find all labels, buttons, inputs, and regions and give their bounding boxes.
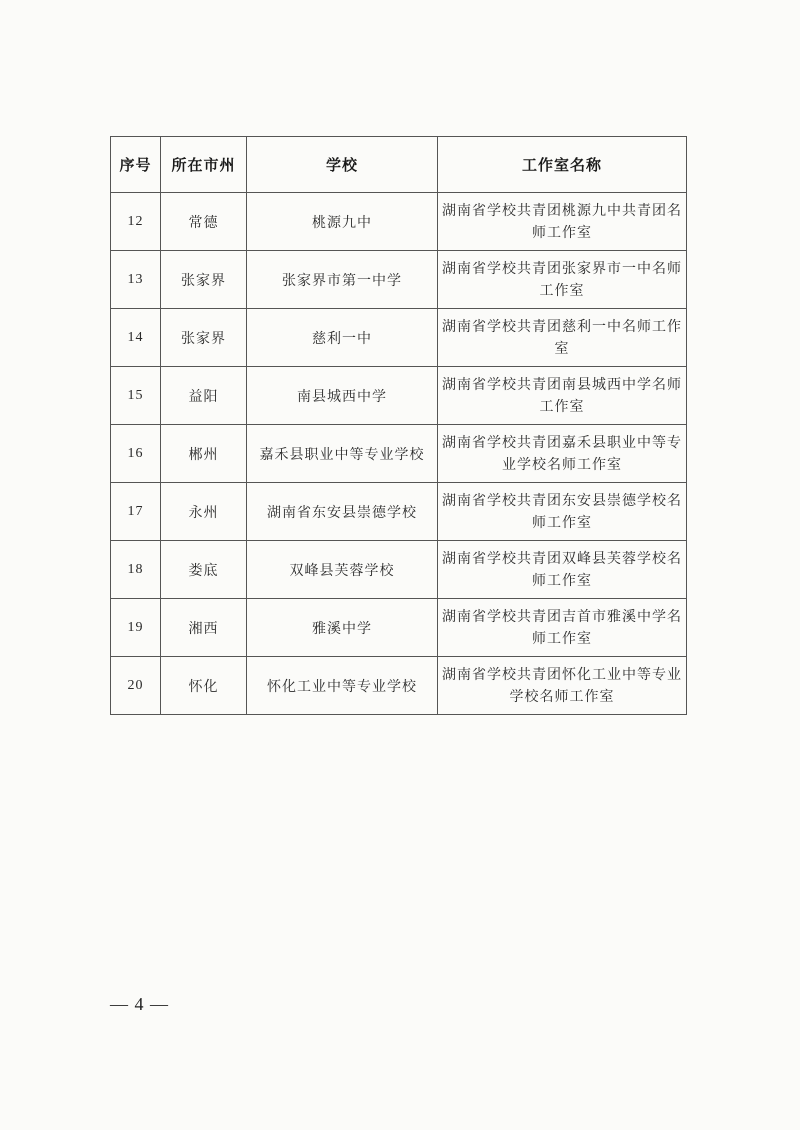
header-school: 学校 [247,137,438,193]
row-studio: 湖南省学校共青团双峰县芙蓉学校名师工作室 [438,541,687,599]
table-row [111,367,687,425]
row-school: 南县城西中学 [247,367,438,425]
row-school: 张家界市第一中学 [247,251,438,309]
row-city: 郴州 [161,425,247,483]
row-studio: 湖南省学校共青团吉首市雅溪中学名师工作室 [438,599,687,657]
row-city: 张家界 [161,251,247,309]
row-studio: 湖南省学校共青团慈利一中名师工作室 [438,309,687,367]
row-num: 17 [111,483,161,541]
row-city: 娄底 [161,541,247,599]
row-num: 20 [111,657,161,715]
table-row [111,251,687,309]
row-num: 14 [111,309,161,367]
row-studio: 湖南省学校共青团南县城西中学名师工作室 [438,367,687,425]
row-school: 湖南省东安县崇德学校 [247,483,438,541]
row-school: 嘉禾县职业中等专业学校 [247,425,438,483]
header-num: 序号 [111,137,161,193]
table-row [111,541,687,599]
row-num: 12 [111,193,161,251]
table-row [111,483,687,541]
table-row [111,309,687,367]
row-city: 常德 [161,193,247,251]
row-num: 19 [111,599,161,657]
table-row [111,599,687,657]
table-row [111,657,687,715]
header-studio: 工作室名称 [438,137,687,193]
row-num: 16 [111,425,161,483]
row-city: 张家界 [161,309,247,367]
row-studio: 湖南省学校共青团东安县崇德学校名师工作室 [438,483,687,541]
table-row [111,425,687,483]
row-school: 双峰县芙蓉学校 [247,541,438,599]
row-school: 怀化工业中等专业学校 [247,657,438,715]
studio-list-table [110,136,687,715]
table-row [111,193,687,251]
row-school: 雅溪中学 [247,599,438,657]
row-studio: 湖南省学校共青团嘉禾县职业中等专业学校名师工作室 [438,425,687,483]
row-studio: 湖南省学校共青团张家界市一中名师工作室 [438,251,687,309]
row-city: 益阳 [161,367,247,425]
row-num: 13 [111,251,161,309]
row-num: 15 [111,367,161,425]
row-city: 永州 [161,483,247,541]
row-studio: 湖南省学校共青团桃源九中共青团名师工作室 [438,193,687,251]
row-city: 怀化 [161,657,247,715]
page-number: — 4 — [110,994,169,1014]
row-num: 18 [111,541,161,599]
row-studio: 湖南省学校共青团怀化工业中等专业学校名师工作室 [438,657,687,715]
row-city: 湘西 [161,599,247,657]
row-school: 桃源九中 [247,193,438,251]
table-header-row [111,137,687,193]
row-school: 慈利一中 [247,309,438,367]
header-city: 所在市州 [161,137,247,193]
